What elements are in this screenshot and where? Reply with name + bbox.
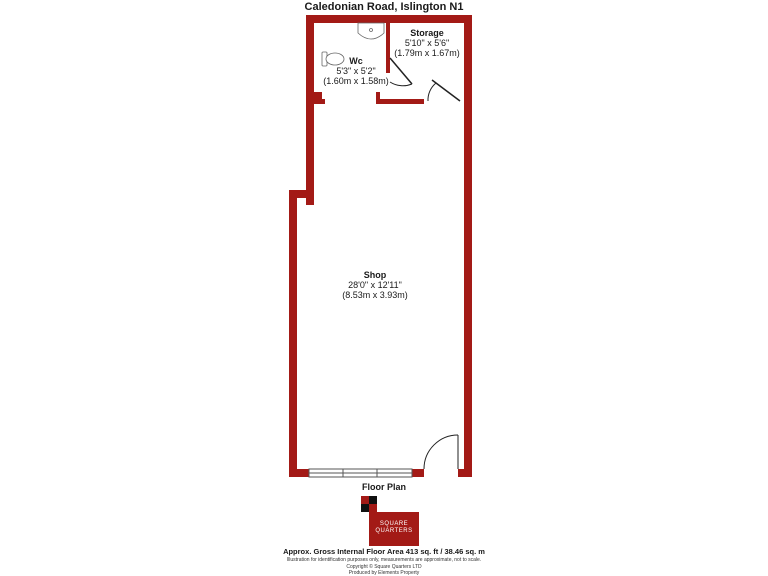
producer-text: Produced by Elements Property <box>348 570 420 576</box>
storage-door <box>424 80 460 101</box>
room-label-shop <box>320 270 430 300</box>
logo-text <box>369 521 419 535</box>
page-title: Caledonian Road, Islington N1 <box>304 1 464 13</box>
room-imperial: 5'3" x 5'2" <box>336 66 376 76</box>
room-metric: (1.60m x 1.58m) <box>323 76 389 86</box>
basin-icon <box>358 23 384 39</box>
copyright-text: Copyright © Square Quarters LTD <box>346 564 422 570</box>
logo-line-2: QUARTERS <box>375 528 413 534</box>
shop-window <box>309 469 412 477</box>
shop-door <box>424 435 458 469</box>
floor-area-text: Approx. Gross Internal Floor Area 413 sq. ft / 38.46 sq. m <box>283 547 485 556</box>
room-imperial: 5'10" x 5'6" <box>404 38 450 48</box>
room-metric: (1.79m x 1.67m) <box>394 48 460 58</box>
disclaimer-text: Illustration for identification purposes only, measurements are approximate, not to scale. <box>286 557 482 563</box>
room-metric: (8.53m x 3.93m) <box>342 290 408 300</box>
room-name: Shop <box>363 270 387 280</box>
room-label-storage <box>390 28 464 58</box>
room-name: Storage <box>410 28 444 38</box>
room-name: Wc <box>349 56 363 66</box>
room-imperial: 28'0" x 12'11" <box>348 280 402 290</box>
floor-plan-label: Floor Plan <box>361 482 406 492</box>
logo-line-1: SQUARE <box>379 521 409 527</box>
room-label-wc <box>314 56 398 86</box>
